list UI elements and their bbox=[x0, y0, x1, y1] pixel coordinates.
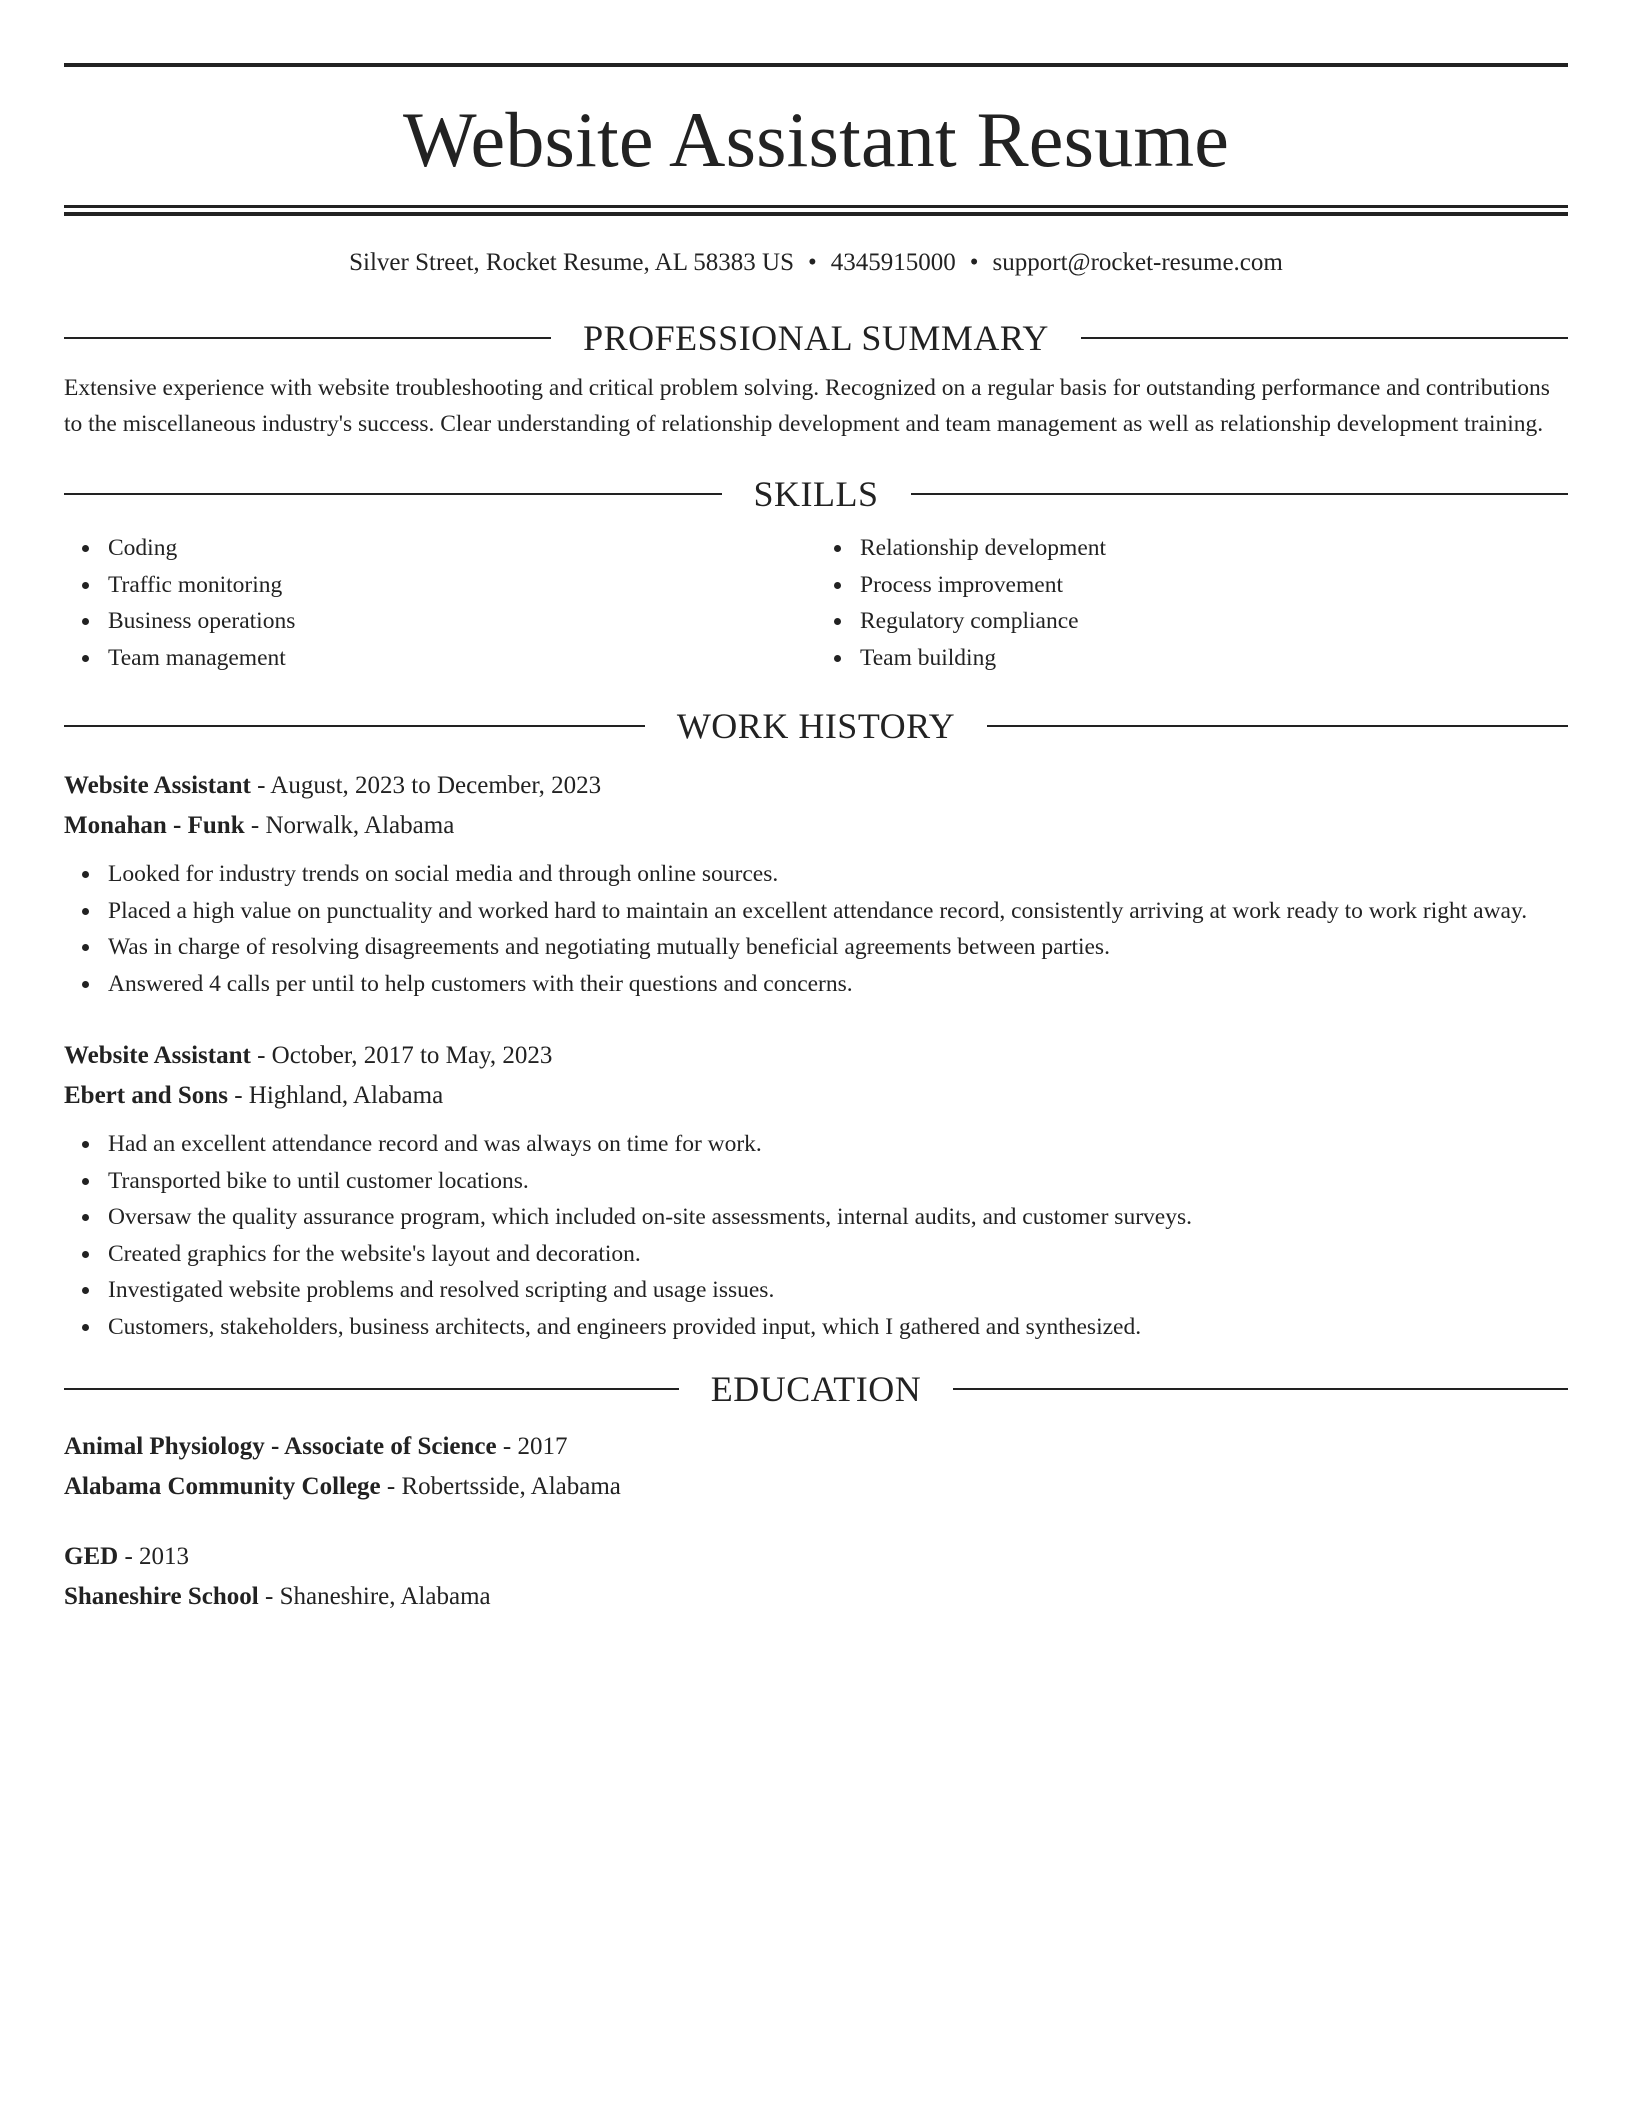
resume-title: Website Assistant Resume bbox=[402, 96, 1230, 183]
job-duties bbox=[64, 856, 1568, 1002]
education-entry bbox=[64, 1537, 1568, 1617]
heading-rule bbox=[64, 493, 722, 495]
job-entry bbox=[64, 766, 1568, 1002]
job-entry bbox=[64, 1036, 1568, 1345]
job-title-line: Website Assistant - August, 2023 to December, 2023 bbox=[64, 772, 602, 799]
section-heading-work bbox=[64, 704, 1568, 748]
job-location: Highland, Alabama bbox=[248, 1082, 444, 1109]
education-school-line: Shaneshire School - Shaneshire, Alabama bbox=[64, 1583, 491, 1610]
skills-column-left bbox=[64, 530, 816, 676]
job-duty: Answered 4 calls per until to help customers with their questions and concerns. bbox=[108, 966, 1568, 1003]
contact-separator: • bbox=[969, 249, 979, 276]
job-duty: Oversaw the quality assurance program, which included on-site assessments, internal audits, and customer surveys. bbox=[108, 1199, 1568, 1236]
job-location: Norwalk, Alabama bbox=[265, 812, 455, 839]
summary-text: Extensive experience with website troubleshooting and critical problem solving. Recognized on a regular basis for outstanding performance and contributions to the miscellaneous industry's success. Clear understanding of relationship development and team management as well as relationship development training. bbox=[64, 375, 1550, 437]
skill-item: Process improvement bbox=[860, 567, 1568, 604]
job-duty: Placed a high value on punctuality and worked hard to maintain an excellent attendance record, consistently arriving at work ready to work right away. bbox=[108, 893, 1568, 930]
skill-item: Team building bbox=[860, 640, 1568, 677]
job-duty: Had an excellent attendance record and was always on time for work. bbox=[108, 1126, 1568, 1163]
education-location: Robertsside, Alabama bbox=[401, 1473, 621, 1500]
section-heading-summary bbox=[64, 316, 1568, 360]
section-title: EDUCATION bbox=[710, 1369, 922, 1409]
job-dates: August, 2023 to December, 2023 bbox=[270, 772, 602, 799]
skill-item: Relationship development bbox=[860, 530, 1568, 567]
job-employer-line: Monahan - Funk - Norwalk, Alabama bbox=[64, 812, 455, 839]
skill-item: Regulatory compliance bbox=[860, 603, 1568, 640]
section-title: PROFESSIONAL SUMMARY bbox=[583, 318, 1049, 358]
job-title-line: Website Assistant - October, 2017 to May, 2023 bbox=[64, 1042, 553, 1069]
heading-rule bbox=[987, 725, 1568, 727]
section-heading-skills bbox=[64, 472, 1568, 516]
job-dates: October, 2017 to May, 2023 bbox=[271, 1042, 553, 1069]
job-duties bbox=[64, 1126, 1568, 1345]
education-school-line: Alabama Community College - Robertsside, Alabama bbox=[64, 1473, 621, 1500]
skill-item: Traffic monitoring bbox=[108, 567, 816, 604]
top-rule bbox=[64, 63, 1568, 67]
education-degree-line: Animal Physiology - Associate of Science - 2017 bbox=[64, 1433, 568, 1460]
job-duty: Looked for industry trends on social media and through online sources. bbox=[108, 856, 1568, 893]
education-school: Shaneshire School bbox=[64, 1583, 259, 1610]
section-title: SKILLS bbox=[753, 474, 879, 514]
education-degree: GED bbox=[64, 1543, 119, 1570]
resume-page bbox=[64, 63, 1568, 1617]
heading-rule bbox=[64, 337, 551, 339]
education-year: 2017 bbox=[517, 1433, 568, 1460]
job-duty: Customers, stakeholders, business architects, and engineers provided input, which I gathered and synthesized. bbox=[108, 1309, 1568, 1346]
job-employer: Monahan - Funk bbox=[64, 812, 245, 839]
section-title: WORK HISTORY bbox=[676, 706, 956, 746]
contact-line bbox=[64, 248, 1568, 278]
job-title: Website Assistant bbox=[64, 1042, 251, 1069]
heading-rule bbox=[64, 1388, 679, 1390]
job-duty: Was in charge of resolving disagreements and negotiating mutually beneficial agreements between parties. bbox=[108, 929, 1568, 966]
contact-email: support@rocket-resume.com bbox=[992, 249, 1283, 276]
heading-rule bbox=[1081, 337, 1568, 339]
contact-phone: 4345915000 bbox=[830, 249, 956, 276]
heading-rule bbox=[953, 1388, 1568, 1390]
skills-column-right bbox=[816, 530, 1568, 676]
education-entry bbox=[64, 1427, 1568, 1507]
job-employer: Ebert and Sons bbox=[64, 1082, 228, 1109]
title-double-rule bbox=[64, 205, 1568, 216]
education-degree-line: GED - 2013 bbox=[64, 1543, 190, 1570]
job-duty: Investigated website problems and resolved scripting and usage issues. bbox=[108, 1272, 1568, 1309]
job-duty: Transported bike to until customer locations. bbox=[108, 1163, 1568, 1200]
section-heading-education bbox=[64, 1367, 1568, 1411]
education-year: 2013 bbox=[139, 1543, 190, 1570]
job-employer-line: Ebert and Sons - Highland, Alabama bbox=[64, 1082, 444, 1109]
job-title: Website Assistant bbox=[64, 772, 251, 799]
skill-item: Coding bbox=[108, 530, 816, 567]
education-degree: Animal Physiology - Associate of Science bbox=[64, 1433, 497, 1460]
skill-item: Team management bbox=[108, 640, 816, 677]
education-school: Alabama Community College bbox=[64, 1473, 381, 1500]
job-duty: Created graphics for the website's layout and decoration. bbox=[108, 1236, 1568, 1273]
contact-address: Silver Street, Rocket Resume, AL 58383 US bbox=[349, 249, 795, 276]
heading-rule bbox=[64, 725, 645, 727]
contact-separator: • bbox=[808, 249, 817, 276]
heading-rule bbox=[911, 493, 1569, 495]
education-location: Shaneshire, Alabama bbox=[279, 1583, 491, 1610]
skills-list bbox=[64, 530, 1568, 676]
skill-item: Business operations bbox=[108, 603, 816, 640]
